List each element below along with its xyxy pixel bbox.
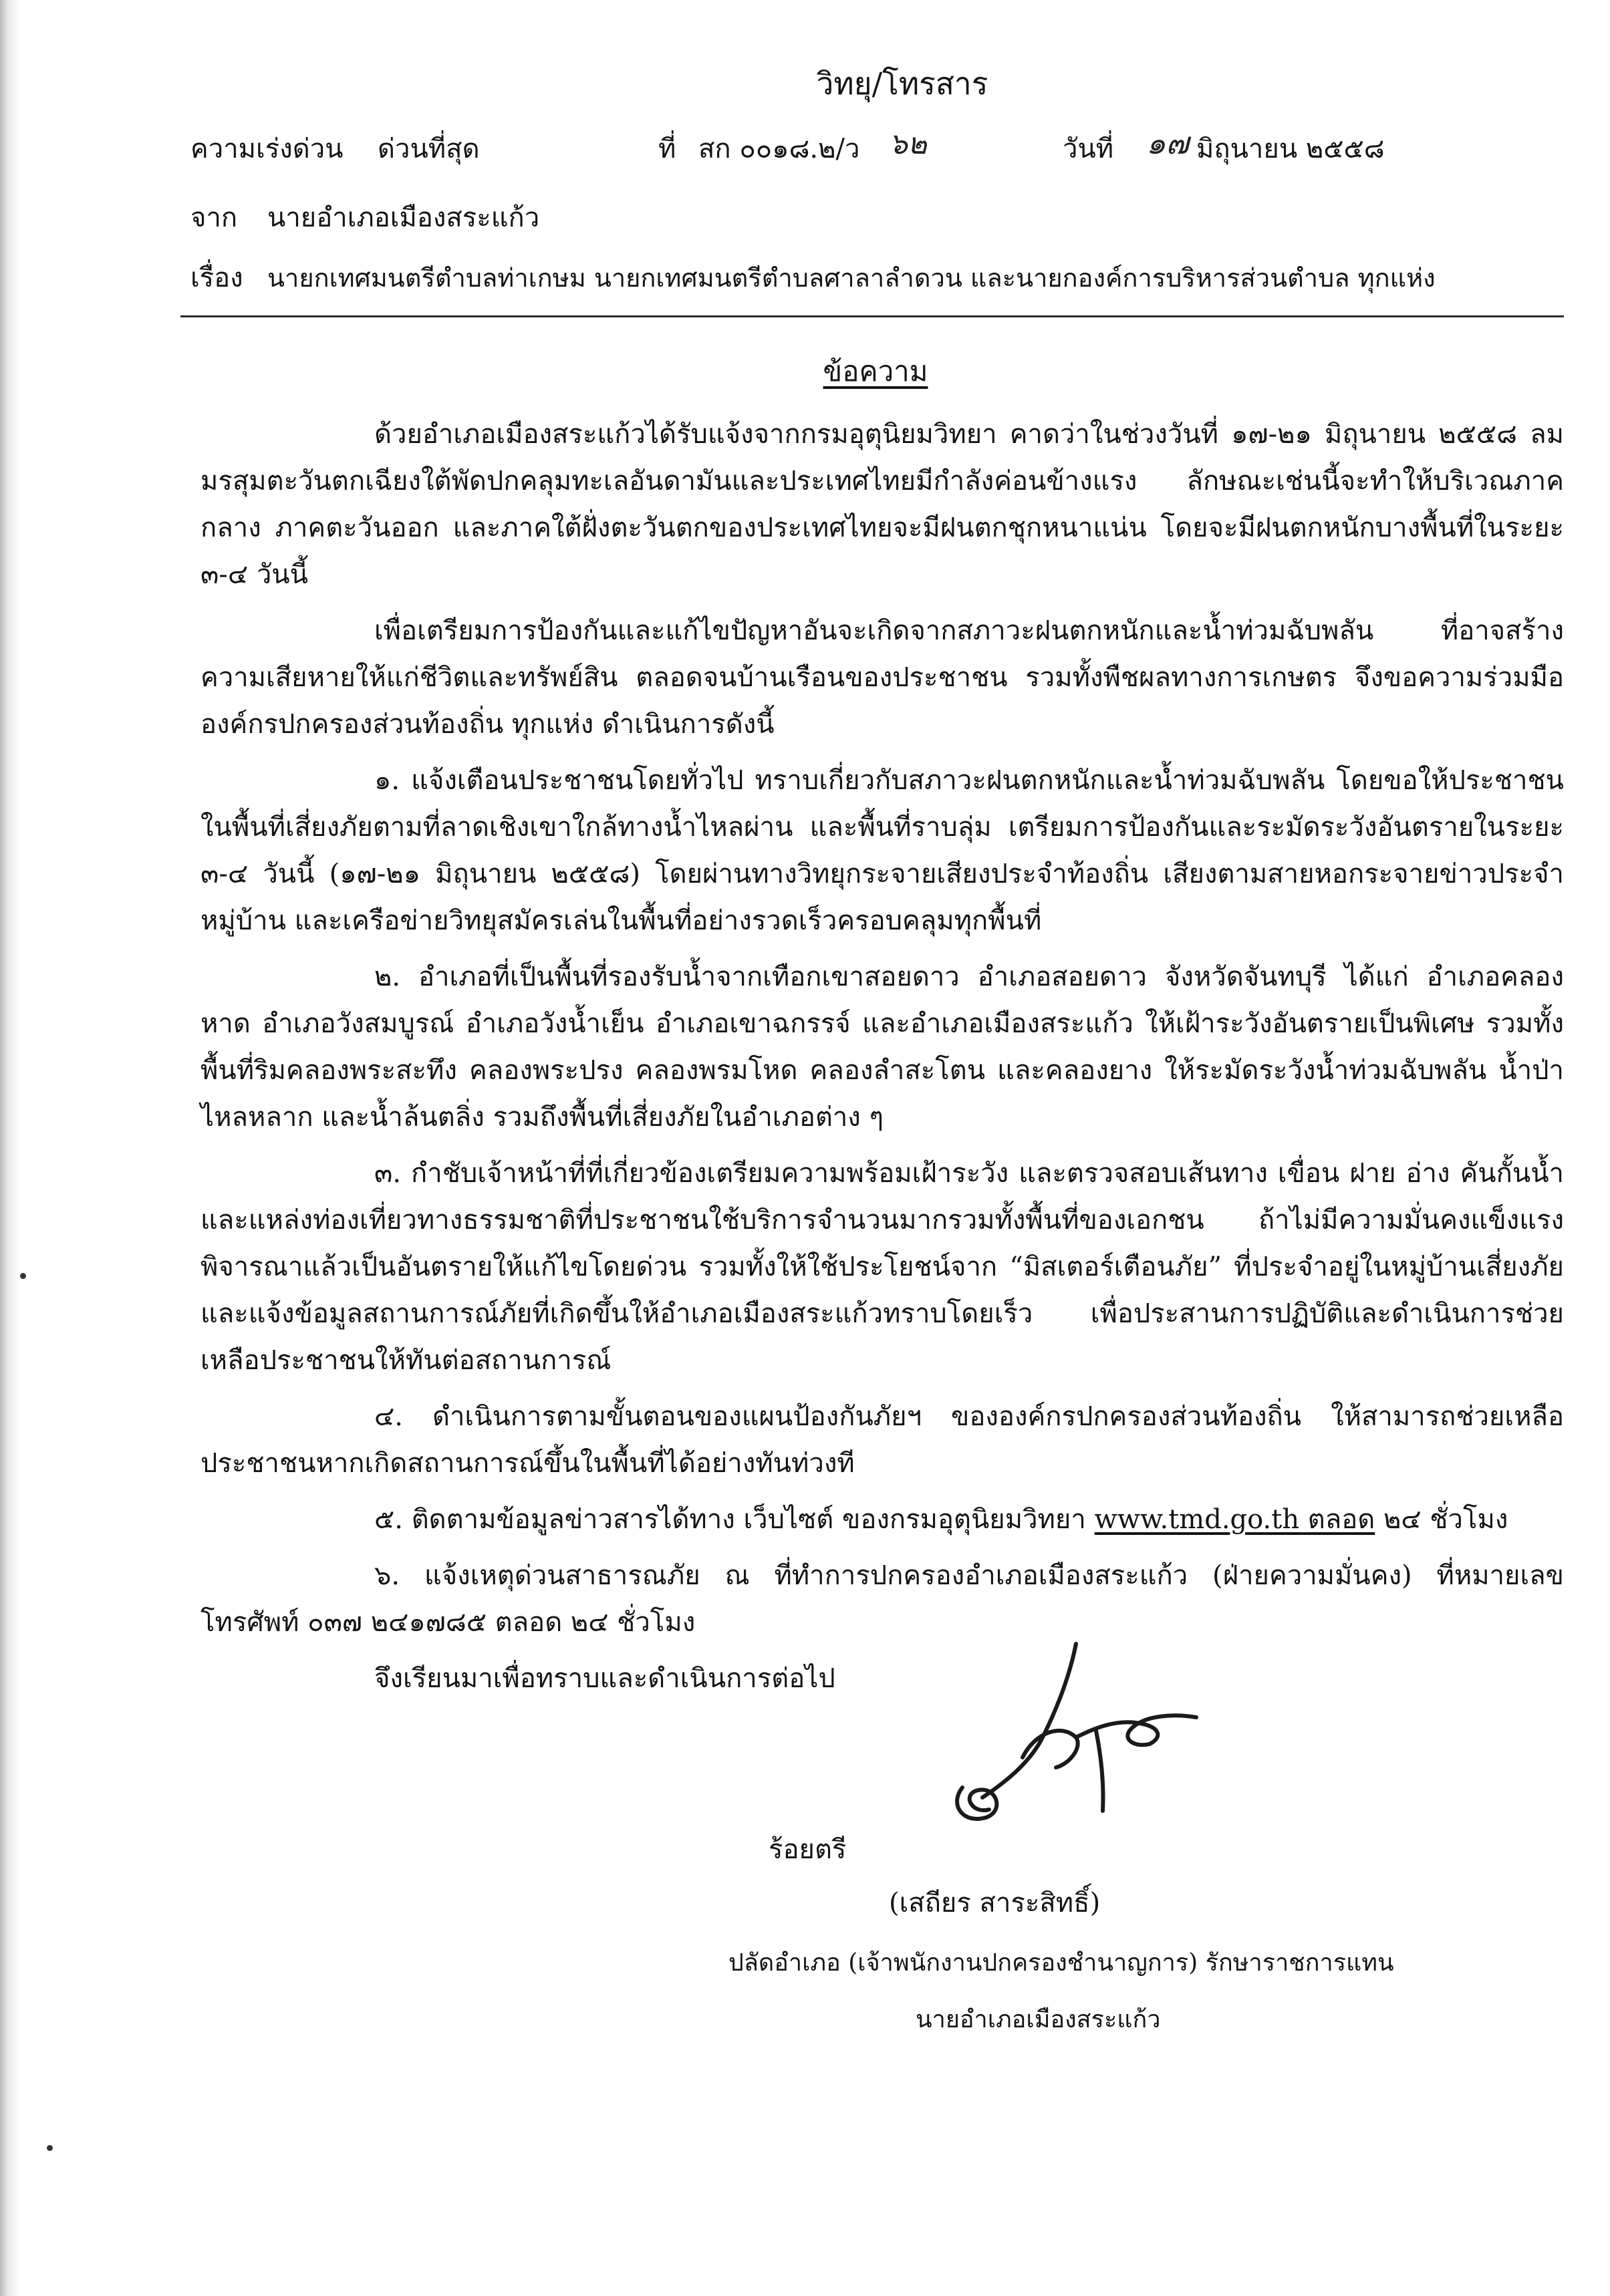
signature-block [695,1630,1363,1871]
urgency-value: ด่วนที่สุด [378,134,480,164]
date-label: วันที่ [1063,134,1114,164]
scan-speck [47,2145,53,2151]
tmd-website-link[interactable]: www.tmd.go.th ตลอด [1094,1504,1375,1535]
reference-number: สก ๐๐๑๘.๒/ว [698,134,860,164]
list-item: ๒. อำเภอที่เป็นพื้นที่รองรับน้ำจากเทือกเขาสอยดาว อำเภอสอยดาว จังหวัดจันทบุรี ได้แก่ อำเภอคลองหาด อำเภอวังสมบูรณ์ อำเภอวังน้ำเย็น อำเภอเขาฉกรรจ์ และอำเภอเมืองสระแก้ว ให้เฝ้าระวังอันตรายเป็นพิเศษ รวมทั้งพื้นที่ริมคลองพระสะทึง คลองพระปรง คลองพรมโหด คลองลำสะโตน และคลองยาง ให้ระมัดระวังน้ำท่วมฉับพลัน น้ำป่าไหลหลาก และน้ำล้นตลิ่ง รวมถึงพื้นที่เสี่ยงภัยในอำเภอต่าง ๆ [200,962,1564,1133]
reference-label: ที่ [658,134,676,164]
subject-value: นายกเทศมนตรีตำบลท่าเกษม นายกเทศมนตรีตำบลศาลาลำดวน และนายกองค์การบริหารส่วนตำบล ทุกแห่ง [267,263,1436,293]
list-item: ๓. กำชับเจ้าหน้าที่ที่เกี่ยวข้องเตรียมความพร้อมเฝ้าระวัง และตรวจสอบเส้นทาง เขื่อน ฝาย อ่าง คันกั้นน้ำ และแหล่งท่องเที่ยวทางธรรมชาติที่ประชาชนใช้บริการจำนวนมากรวมทั้งพื้นที่ของเอกชน ถ้าไม่มีความมั่นคงแข็งแรงพิจารณาแล้วเป็นอันตรายให้แก้ไขโดยด่วน รวมทั้งให้ใช้ประโยชน์จาก “มิสเตอร์เตือนภัย” ที่ประจำอยู่ในหมู่บ้านเสี่ยงภัยและแจ้งข้อมูลสถานการณ์ภัยที่เกิดขึ้นให้อำเภอเมืองสระแก้วทราบโดยเร็ว เพื่อประสานการปฏิบัติและดำเนินการช่วยเหลือประชาชนให้ทันต่อสถานการณ์ [200,1158,1564,1376]
signature-rank: ร้อยตรี [769,1834,847,1865]
handwritten-signature [922,1630,1203,1831]
signer-name: (เสถียร สาระสิทธิ์) [889,1888,1101,1918]
closing-line: จึงเรียนมาเพื่อทราบและดำเนินการต่อไป [374,1663,835,1694]
signer-position: ปลัดอำเภอ (เจ้าพนักงานปกครองชำนาญการ) รักษาราชการแทน [728,1949,1394,1977]
message-body [200,411,1564,1711]
list-item [200,1496,1564,1543]
document-title: วิทยุ/โทรสาร [816,65,988,102]
scan-speck [20,1273,26,1279]
list-item: ๖. แจ้งเหตุด่วนสาธารณภัย ณ ที่ทำการปกครองอำเภอเมืองสระแก้ว (ฝ่ายความมั่นคง) ที่หมายเลขโทรศัพท์ ๐๓๗ ๒๔๑๗๘๕ ตลอด ๒๔ ชั่วโมง [200,1560,1564,1638]
reference-handwritten-number: ๖๒ [889,127,927,161]
body-paragraph: เพื่อเตรียมการป้องกันและแก้ไขปัญหาอันจะเกิดจากสภาวะฝนตกหนักและน้ำท่วมฉับพลัน ที่อาจสร้างความเสียหายให้แก่ชีวิตและทรัพย์สิน ตลอดจนบ้านเรือนของประชาชน รวมทั้งพืชผลทางการเกษตร จึงขอความร่วมมือองค์กรปกครองส่วนท้องถิ่น ทุกแห่ง ดำเนินการดังนี้ [200,615,1564,740]
from-value: นายอำเภอเมืองสระแก้ว [267,202,540,233]
signer-office: นายอำเภอเมืองสระแก้ว [916,2006,1161,2033]
list-item: ๔. ดำเนินการตามขั้นตอนของแผนป้องกันภัยฯ ขององค์กรปกครองส่วนท้องถิ่น ให้สามารถช่วยเหลือประชาชนหากเกิดสถานการณ์ขึ้นในพื้นที่ได้อย่างทันท่วงที [200,1401,1564,1479]
item5-prefix: ๕. ติดตามข้อมูลข่าวสารได้ทาง เว็บไซต์ ของกรมอุตุนิยมวิทยา [374,1504,1086,1535]
scan-edge-shadow [0,0,20,2296]
date-month-year: มิถุนายน ๒๕๕๘ [1196,134,1385,164]
body-paragraph: ด้วยอำเภอเมืองสระแก้วได้รับแจ้งจากกรมอุตุนิยมวิทยา คาดว่าในช่วงวันที่ ๑๗-๒๑ มิถุนายน ๒๕๕๘ ลมมรสุมตะวันตกเฉียงใต้พัดปกคลุมทะเลอันดามันและประเทศไทยมีกำลังค่อนข้างแรง ลักษณะเช่นนี้จะทำให้บริเวณภาคกลาง ภาคตะวันออก และภาคใต้ฝั่งตะวันตกของประเทศไทยจะมีฝนตกชุกหนาแน่น โดยจะมีฝนตกหนักบางพื้นที่ในระยะ ๓-๔ วันนี้ [200,419,1564,590]
list-item: ๑. แจ้งเตือนประชาชนโดยทั่วไป ทราบเกี่ยวกับสภาวะฝนตกหนักและน้ำท่วมฉับพลัน โดยขอให้ประชาชนในพื้นที่เสี่ยงภัยตามที่ลาดเชิงเขาใกล้ทางน้ำไหลผ่าน และพื้นที่ราบลุ่ม เตรียมการป้องกันและระมัดระวังอันตรายในระยะ ๓-๔ วันนี้ (๑๗-๒๑ มิถุนายน ๒๕๕๘) โดยผ่านทางวิทยุกระจายเสียงประจำท้องถิ่น เสียงตามสายหอกระจายข่าวประจำหมู่บ้าน และเครือข่ายวิทยุสมัครเล่นในพื้นที่อย่างรวดเร็วครอบคลุมทุกพื้นที่ [200,765,1564,936]
item5-suffix: ๒๔ ชั่วโมง [1383,1504,1508,1535]
header-divider [180,315,1564,317]
subject-label: เรื่อง [190,263,243,293]
message-heading: ข้อความ [823,355,928,388]
from-label: จาก [190,202,238,233]
date-day-handwritten: ๑๗ [1146,125,1189,161]
urgency-label: ความเร่งด่วน [190,134,344,164]
